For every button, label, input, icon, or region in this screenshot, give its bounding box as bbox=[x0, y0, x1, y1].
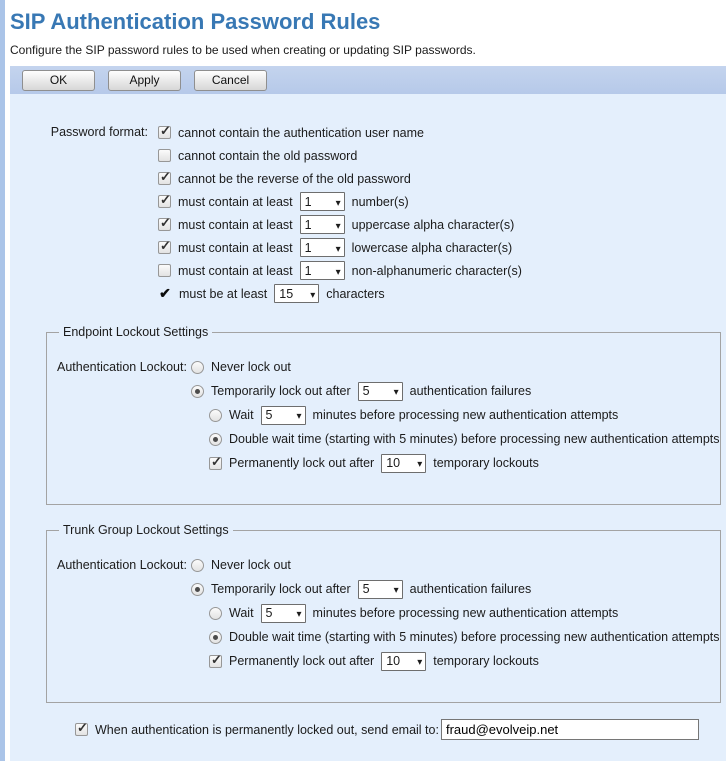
option-label: must contain at least bbox=[178, 217, 293, 232]
dropdown-arrow-icon bbox=[297, 408, 302, 422]
lockout-option-row bbox=[191, 577, 720, 601]
cancel-button[interactable]: Cancel bbox=[194, 70, 267, 91]
checkbox-unchecked[interactable] bbox=[158, 149, 171, 162]
email-notification-row bbox=[75, 719, 726, 740]
dropdown-selected-value: 1 bbox=[304, 217, 312, 232]
dropdown-selected-value: 5 bbox=[265, 606, 273, 620]
radio-button[interactable] bbox=[191, 361, 204, 374]
apply-button[interactable]: Apply bbox=[108, 70, 181, 91]
password-format-section bbox=[10, 121, 726, 305]
ok-button[interactable]: OK bbox=[22, 70, 95, 91]
password-format-label: Password format: bbox=[50, 125, 148, 139]
option-label: cannot contain the old password bbox=[178, 148, 358, 163]
option-label: minutes before processing new authentication attempts bbox=[312, 408, 619, 422]
dropdown-select[interactable] bbox=[300, 261, 345, 280]
option-label: uppercase alpha character(s) bbox=[351, 217, 515, 232]
page-subtitle: Configure the SIP password rules to be used when creating or updating SIP passwords. bbox=[10, 43, 476, 57]
dropdown-selected-value: 5 bbox=[362, 384, 370, 398]
password-rule-row bbox=[158, 259, 522, 282]
dropdown-select[interactable] bbox=[381, 454, 426, 473]
page-content bbox=[10, 94, 726, 761]
dropdown-arrow-icon bbox=[297, 606, 302, 620]
lockout-option-row bbox=[191, 379, 720, 403]
option-label: minutes before processing new authentication attempts bbox=[312, 606, 619, 620]
dropdown-selected-value: 15 bbox=[279, 286, 294, 301]
option-label: must contain at least bbox=[178, 240, 293, 255]
option-label: Wait bbox=[229, 606, 254, 620]
page-title: SIP Authentication Password Rules bbox=[10, 9, 381, 34]
dropdown-select[interactable] bbox=[300, 215, 345, 234]
lockout-option-row bbox=[191, 553, 720, 577]
option-label: Temporarily lock out after bbox=[211, 384, 351, 398]
password-rule-row bbox=[158, 190, 522, 213]
dropdown-select[interactable] bbox=[261, 604, 306, 623]
radio-button-selected[interactable] bbox=[209, 631, 222, 644]
option-label: characters bbox=[326, 286, 385, 301]
option-label: Temporarily lock out after bbox=[211, 582, 351, 596]
lockout-sections bbox=[10, 325, 726, 703]
dropdown-arrow-icon bbox=[417, 456, 422, 470]
dropdown-arrow-icon bbox=[417, 654, 422, 668]
radio-button-selected[interactable] bbox=[191, 583, 204, 596]
lockout-option-row bbox=[209, 601, 720, 625]
dropdown-select[interactable] bbox=[358, 580, 403, 599]
radio-button-selected[interactable] bbox=[209, 433, 222, 446]
dropdown-select[interactable] bbox=[358, 382, 403, 401]
dropdown-arrow-icon bbox=[394, 384, 399, 398]
endpoint-lockout-fieldset bbox=[46, 325, 721, 505]
sip-password-rules-page bbox=[10, 0, 726, 761]
fieldset-body bbox=[57, 547, 720, 673]
option-label: cannot be the reverse of the old password bbox=[178, 171, 411, 186]
option-label: authentication failures bbox=[409, 384, 532, 398]
dropdown-select[interactable] bbox=[300, 192, 345, 211]
dropdown-selected-value: 10 bbox=[386, 654, 401, 668]
fieldset-legend: Trunk Group Lockout Settings bbox=[63, 523, 229, 537]
lockout-options bbox=[191, 355, 720, 475]
page-header bbox=[10, 0, 726, 66]
option-label: Double wait time (starting with 5 minutes) before processing new authentication attempts bbox=[229, 432, 720, 446]
dropdown-select[interactable] bbox=[300, 238, 345, 257]
check-icon bbox=[158, 285, 172, 302]
dropdown-selected-value: 1 bbox=[304, 194, 312, 209]
dropdown-selected-value: 5 bbox=[362, 582, 370, 596]
option-label: Wait bbox=[229, 408, 254, 422]
password-rule-row bbox=[158, 121, 522, 144]
option-label: number(s) bbox=[351, 194, 409, 209]
option-label: authentication failures bbox=[409, 582, 532, 596]
option-label: Never lock out bbox=[211, 558, 291, 572]
lockout-option-row bbox=[209, 427, 720, 451]
checkbox-checked[interactable] bbox=[158, 126, 171, 139]
lockout-option-row bbox=[209, 403, 720, 427]
dropdown-selected-value: 1 bbox=[304, 240, 312, 255]
option-label: non-alphanumeric character(s) bbox=[351, 263, 522, 278]
option-label: temporary lockouts bbox=[433, 654, 539, 668]
fieldset-body bbox=[57, 349, 720, 475]
radio-button[interactable] bbox=[209, 607, 222, 620]
checkbox-checked[interactable] bbox=[158, 218, 171, 231]
password-rule-row bbox=[158, 236, 522, 259]
password-rule-row bbox=[158, 213, 522, 236]
email-address-input[interactable] bbox=[441, 719, 699, 740]
lockout-options bbox=[191, 553, 720, 673]
dropdown-arrow-icon bbox=[336, 218, 341, 232]
checkbox-checked[interactable] bbox=[158, 241, 171, 254]
option-label: Permanently lock out after bbox=[229, 654, 375, 668]
dropdown-arrow-icon bbox=[394, 582, 399, 596]
option-label: lowercase alpha character(s) bbox=[351, 240, 513, 255]
checkbox-checked[interactable] bbox=[158, 172, 171, 185]
option-label: Never lock out bbox=[211, 360, 291, 374]
authentication-lockout-label: Authentication Lockout: bbox=[57, 558, 187, 572]
trunk-group-lockout-fieldset bbox=[46, 523, 721, 703]
fieldset-legend: Endpoint Lockout Settings bbox=[63, 325, 209, 339]
dropdown-selected-value: 1 bbox=[304, 263, 312, 278]
password-rule-row bbox=[158, 282, 522, 305]
page-left-border bbox=[0, 0, 5, 761]
dropdown-selected-value: 10 bbox=[386, 456, 401, 470]
dropdown-select[interactable] bbox=[274, 284, 319, 303]
option-label: temporary lockouts bbox=[433, 456, 539, 470]
radio-button[interactable] bbox=[191, 559, 204, 572]
lockout-option-row bbox=[191, 355, 720, 379]
password-format-rules bbox=[158, 121, 522, 305]
option-label: must be at least bbox=[179, 286, 268, 301]
dropdown-select[interactable] bbox=[261, 406, 306, 425]
lockout-option-row bbox=[209, 451, 720, 475]
dropdown-arrow-icon bbox=[336, 241, 341, 255]
lockout-option-row bbox=[209, 625, 720, 649]
dropdown-arrow-icon bbox=[336, 195, 341, 209]
option-label: must contain at least bbox=[178, 194, 293, 209]
option-label: Double wait time (starting with 5 minutes) before processing new authentication attempts bbox=[229, 630, 720, 644]
dropdown-selected-value: 5 bbox=[265, 408, 273, 422]
checkbox-unchecked[interactable] bbox=[158, 264, 171, 277]
checkbox-checked[interactable] bbox=[158, 195, 171, 208]
password-rule-row bbox=[158, 144, 522, 167]
dropdown-select[interactable] bbox=[381, 652, 426, 671]
email-notification-label: When authentication is permanently locked out, send email to: bbox=[95, 722, 439, 737]
password-rule-row bbox=[158, 167, 522, 190]
option-label: must contain at least bbox=[178, 263, 293, 278]
toolbar bbox=[10, 66, 726, 94]
option-label: Permanently lock out after bbox=[229, 456, 375, 470]
authentication-lockout-label: Authentication Lockout: bbox=[57, 360, 187, 374]
dropdown-arrow-icon bbox=[310, 287, 315, 301]
email-notification-checkbox[interactable] bbox=[75, 723, 88, 736]
lockout-option-row bbox=[209, 649, 720, 673]
option-label: cannot contain the authentication user name bbox=[178, 125, 425, 140]
radio-button-selected[interactable] bbox=[191, 385, 204, 398]
checkbox-checked[interactable] bbox=[209, 457, 222, 470]
radio-button[interactable] bbox=[209, 409, 222, 422]
checkbox-checked[interactable] bbox=[209, 655, 222, 668]
dropdown-arrow-icon bbox=[336, 264, 341, 278]
